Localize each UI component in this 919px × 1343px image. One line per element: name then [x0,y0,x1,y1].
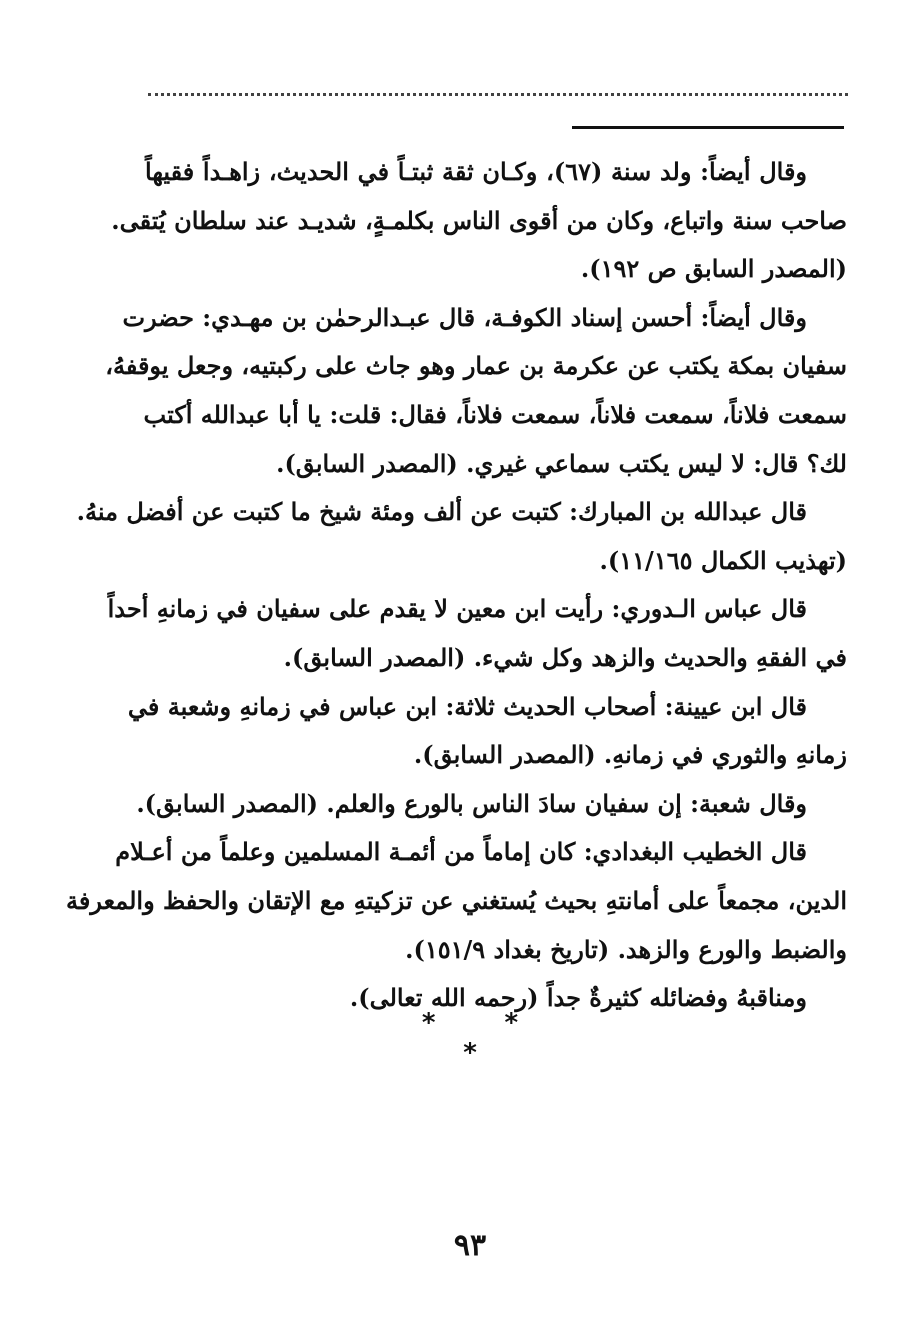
text-line: في الفقهِ والحديث والزهد وكل شيء. (المصدر السابق). [283,642,847,672]
text-line: وقال أيضاً: أحسن إسناد الكوفـة، قال عبـدالرحمٰن بن مهـدي: حضرت [122,302,807,332]
text-line: والضبط والورع والزهد. (تاريخ بغداد ١٥١/٩). [405,934,847,964]
text-line: لك؟ قال: لا ليس يكتب سماعي غيري. (المصدر السابق). [276,448,847,478]
text-line: سفيان بمكة يكتب عن عكرمة بن عمار وهو جاث على ركبتيه، وجعل يوقفهُ، [105,351,847,381]
header-underline [572,126,844,129]
text-line: ومناقبهُ وفضائله كثيرةٌ جداً (رحمه الله تعالى). [349,983,807,1013]
text-line: (تهذيب الكمال ١١/١٦٥). [599,545,847,575]
text-line: قال عباس الـدوري: رأيت ابن معين لا يقدم على سفيان في زمانهِ أحداً [107,594,807,624]
text-line: صاحب سنة واتباع، وكان من أقوى الناس بكلمـةٍ، شديـد عند سلطان يُتقى. [111,205,847,235]
text-line: سمعت فلاناً، سمعت فلاناً، سمعت فلاناً، فقال: قلت: يا أبا عبدالله أكتب [143,399,847,429]
text-line: زمانهِ والثوري في زمانهِ. (المصدر السابق). [413,740,847,770]
section-separator-stars: * * * [421,1008,549,1068]
text-line: وقال أيضاً: ولد سنة (٦٧)، وكـان ثقة ثبتـاً في الحديث، زاهـداً فقيهاً [145,157,808,186]
text-line: الدين، مجمعاً على أمانتهِ بحيث يُستغني عن تزكيتهِ مع الإتقان والحفظ والمعرفة [66,885,847,915]
dotted-header-rule [148,93,848,110]
body-text [66,148,847,1023]
text-line: قال الخطيب البغدادي: كان إماماً من أئمـة المسلمين وعلماً من أعـلام [115,837,807,867]
text-line: قال عبدالله بن المبارك: كتبت عن ألف ومئة شيخ ما كتبت عن أفضل منهُ. [76,497,807,527]
text-line: وقال شعبة: إن سفيان سادَ الناس بالورع والعلم. (المصدر السابق). [136,788,807,818]
text-line: قال ابن عيينة: أصحاب الحديث ثلاثة: ابن عباس في زمانهِ وشعبة في [127,691,807,721]
page-number: ٩٣ [453,1228,487,1263]
text-line: (المصدر السابق ص ١٩٢). [580,254,847,284]
